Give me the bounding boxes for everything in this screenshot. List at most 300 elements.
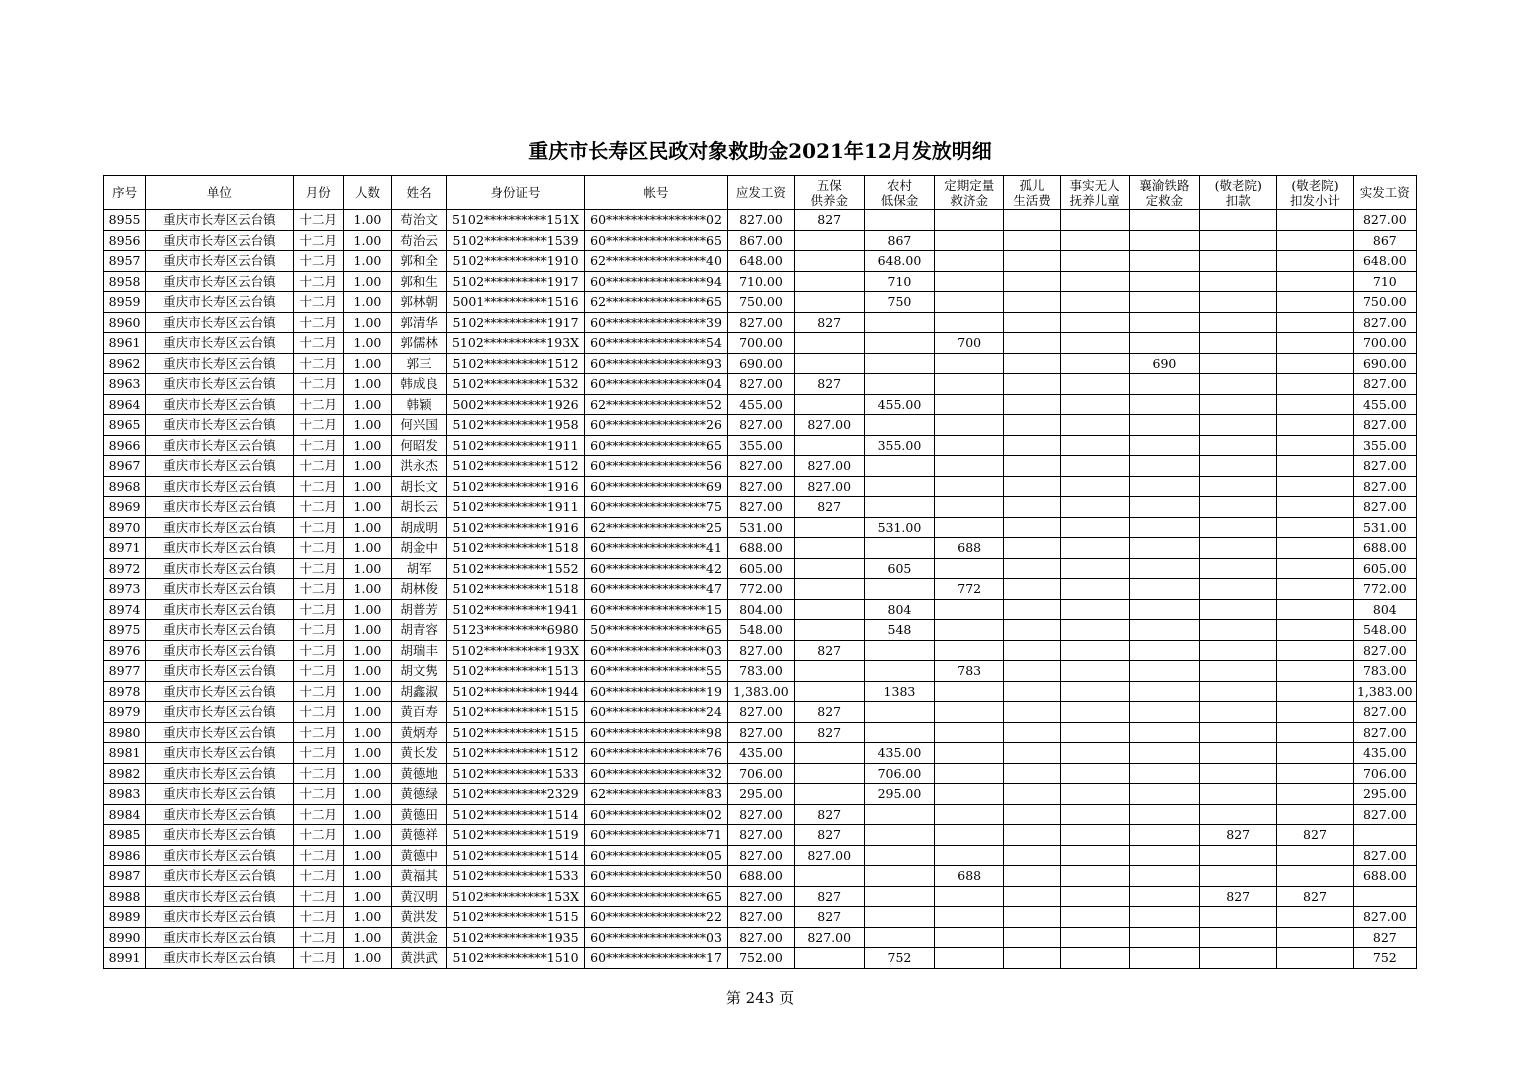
table-cell bbox=[1277, 702, 1353, 723]
table-cell: 827.00 bbox=[728, 210, 794, 231]
table-cell: 1,383.00 bbox=[728, 681, 794, 702]
table-cell bbox=[935, 312, 1004, 333]
table-cell: 郭林朝 bbox=[392, 292, 447, 313]
table-cell bbox=[1004, 825, 1060, 846]
table-cell: 455.00 bbox=[864, 394, 934, 415]
table-cell: 867 bbox=[1353, 230, 1416, 251]
table-cell: 5102**********1552 bbox=[447, 558, 585, 579]
table-cell bbox=[1004, 456, 1060, 477]
column-header: 应发工资 bbox=[728, 176, 794, 210]
table-cell bbox=[935, 599, 1004, 620]
table-cell bbox=[794, 538, 864, 559]
table-cell: 827 bbox=[794, 702, 864, 723]
table-cell: 洪永杰 bbox=[392, 456, 447, 477]
table-cell: 重庆市长寿区云台镇 bbox=[146, 845, 294, 866]
table-cell bbox=[1200, 353, 1277, 374]
table-cell bbox=[1277, 374, 1353, 395]
table-cell: 60****************17 bbox=[584, 948, 728, 969]
table-cell bbox=[1004, 374, 1060, 395]
table-row bbox=[104, 599, 1417, 620]
table-cell: 胡鑫淑 bbox=[392, 681, 447, 702]
table-cell: 十二月 bbox=[293, 210, 343, 231]
table-cell bbox=[1004, 333, 1060, 354]
table-cell: 8974 bbox=[104, 599, 146, 620]
table-cell: 胡文隽 bbox=[392, 661, 447, 682]
table-cell bbox=[935, 845, 1004, 866]
table-row bbox=[104, 230, 1417, 251]
table-cell: 867.00 bbox=[728, 230, 794, 251]
table-cell bbox=[1004, 558, 1060, 579]
table-cell: 十二月 bbox=[293, 681, 343, 702]
table-cell: 827.00 bbox=[728, 845, 794, 866]
table-cell: 60****************03 bbox=[584, 927, 728, 948]
table-cell: 783.00 bbox=[1353, 661, 1416, 682]
table-cell bbox=[1004, 271, 1060, 292]
table-cell bbox=[1060, 825, 1129, 846]
table-cell bbox=[864, 640, 934, 661]
table-cell: 5102**********1515 bbox=[447, 907, 585, 928]
table-cell: 435.00 bbox=[1353, 743, 1416, 764]
table-cell bbox=[1004, 886, 1060, 907]
table-cell: 重庆市长寿区云台镇 bbox=[146, 292, 294, 313]
table-cell bbox=[1004, 845, 1060, 866]
table-cell: 十二月 bbox=[293, 271, 343, 292]
table-cell: 548 bbox=[864, 620, 934, 641]
table-cell: 十二月 bbox=[293, 927, 343, 948]
table-cell: 827 bbox=[794, 804, 864, 825]
table-cell bbox=[1200, 292, 1277, 313]
table-cell: 60****************93 bbox=[584, 353, 728, 374]
table-cell: 8964 bbox=[104, 394, 146, 415]
table-cell: 郭清华 bbox=[392, 312, 447, 333]
table-cell: 60****************02 bbox=[584, 210, 728, 231]
table-cell bbox=[1060, 538, 1129, 559]
table-cell bbox=[864, 804, 934, 825]
table-cell: 十二月 bbox=[293, 538, 343, 559]
table-cell: 827.00 bbox=[1353, 907, 1416, 928]
table-cell: 重庆市长寿区云台镇 bbox=[146, 333, 294, 354]
table-cell bbox=[1004, 394, 1060, 415]
table-cell: 827.00 bbox=[1353, 497, 1416, 518]
table-cell bbox=[1200, 558, 1277, 579]
table-cell: 60****************54 bbox=[584, 333, 728, 354]
table-cell: 黄汉明 bbox=[392, 886, 447, 907]
table-cell bbox=[864, 374, 934, 395]
table-cell bbox=[935, 230, 1004, 251]
table-cell: 690 bbox=[1129, 353, 1199, 374]
table-cell: 60****************94 bbox=[584, 271, 728, 292]
table-cell: 827.00 bbox=[728, 886, 794, 907]
table-cell: 1.00 bbox=[343, 948, 391, 969]
table-cell bbox=[794, 394, 864, 415]
table-cell: 60****************47 bbox=[584, 579, 728, 600]
table-row bbox=[104, 763, 1417, 784]
table-cell bbox=[935, 886, 1004, 907]
table-cell: 5102**********1532 bbox=[447, 374, 585, 395]
table-cell bbox=[794, 579, 864, 600]
table-cell: 8979 bbox=[104, 702, 146, 723]
table-cell bbox=[864, 210, 934, 231]
column-header: 序号 bbox=[104, 176, 146, 210]
table-cell bbox=[1129, 640, 1199, 661]
table-cell bbox=[1200, 866, 1277, 887]
table-cell: 827.00 bbox=[1353, 845, 1416, 866]
table-cell bbox=[1004, 661, 1060, 682]
table-cell: 8975 bbox=[104, 620, 146, 641]
table-cell bbox=[1200, 476, 1277, 497]
table-cell bbox=[1060, 435, 1129, 456]
table-cell: 60****************98 bbox=[584, 722, 728, 743]
table-cell: 8980 bbox=[104, 722, 146, 743]
table-cell: 重庆市长寿区云台镇 bbox=[146, 640, 294, 661]
table-cell bbox=[1060, 702, 1129, 723]
table-cell bbox=[1277, 558, 1353, 579]
table-cell bbox=[1129, 886, 1199, 907]
table-cell: 60****************50 bbox=[584, 866, 728, 887]
table-cell: 十二月 bbox=[293, 353, 343, 374]
table-cell: 重庆市长寿区云台镇 bbox=[146, 251, 294, 272]
table-cell bbox=[1200, 661, 1277, 682]
table-cell bbox=[1200, 517, 1277, 538]
table-cell: 827.00 bbox=[794, 845, 864, 866]
table-row bbox=[104, 374, 1417, 395]
table-cell: 8971 bbox=[104, 538, 146, 559]
table-cell bbox=[1129, 312, 1199, 333]
table-cell: 8959 bbox=[104, 292, 146, 313]
table-cell: 827.00 bbox=[728, 825, 794, 846]
table-cell bbox=[935, 517, 1004, 538]
table-cell bbox=[1060, 292, 1129, 313]
table-row bbox=[104, 845, 1417, 866]
table-cell: 827.00 bbox=[1353, 374, 1416, 395]
table-cell: 1.00 bbox=[343, 763, 391, 784]
table-cell bbox=[1277, 333, 1353, 354]
table-cell: 827.00 bbox=[728, 722, 794, 743]
table-cell bbox=[1277, 804, 1353, 825]
relief-fund-table bbox=[103, 175, 1417, 969]
table-cell: 重庆市长寿区云台镇 bbox=[146, 743, 294, 764]
table-cell: 5102**********1518 bbox=[447, 579, 585, 600]
table-cell bbox=[794, 763, 864, 784]
table-cell: 黄德地 bbox=[392, 763, 447, 784]
table-cell: 531.00 bbox=[1353, 517, 1416, 538]
table-cell: 827 bbox=[1200, 886, 1277, 907]
table-cell: 1.00 bbox=[343, 927, 391, 948]
table-cell: 1.00 bbox=[343, 743, 391, 764]
table-cell: 60****************76 bbox=[584, 743, 728, 764]
table-cell bbox=[1060, 722, 1129, 743]
table-cell: 1.00 bbox=[343, 415, 391, 436]
table-cell: 8958 bbox=[104, 271, 146, 292]
table-cell bbox=[1277, 722, 1353, 743]
table-cell: 1383 bbox=[864, 681, 934, 702]
table-cell bbox=[1060, 681, 1129, 702]
table-cell: 十二月 bbox=[293, 456, 343, 477]
table-cell: 重庆市长寿区云台镇 bbox=[146, 599, 294, 620]
table-row bbox=[104, 538, 1417, 559]
table-cell: 1.00 bbox=[343, 825, 391, 846]
table-cell bbox=[935, 743, 1004, 764]
table-cell bbox=[935, 558, 1004, 579]
table-cell: 5102**********1539 bbox=[447, 230, 585, 251]
table-cell: 5102**********1510 bbox=[447, 948, 585, 969]
table-row bbox=[104, 804, 1417, 825]
table-cell: 1.00 bbox=[343, 374, 391, 395]
table-cell bbox=[864, 579, 934, 600]
table-cell bbox=[1200, 927, 1277, 948]
table-cell: 8955 bbox=[104, 210, 146, 231]
table-cell bbox=[1200, 415, 1277, 436]
column-header: 孤儿 生活费 bbox=[1004, 176, 1060, 210]
table-cell bbox=[794, 435, 864, 456]
table-cell bbox=[935, 907, 1004, 928]
table-cell: 重庆市长寿区云台镇 bbox=[146, 558, 294, 579]
table-cell: 1.00 bbox=[343, 394, 391, 415]
table-cell bbox=[1004, 312, 1060, 333]
table-row bbox=[104, 558, 1417, 579]
table-cell: 十二月 bbox=[293, 435, 343, 456]
table-cell: 5102**********1911 bbox=[447, 435, 585, 456]
table-cell: 8976 bbox=[104, 640, 146, 661]
table-cell: 黄洪金 bbox=[392, 927, 447, 948]
table-cell: 1.00 bbox=[343, 497, 391, 518]
table-cell bbox=[794, 251, 864, 272]
table-cell: 十二月 bbox=[293, 579, 343, 600]
table-cell: 772.00 bbox=[1353, 579, 1416, 600]
table-cell bbox=[1129, 763, 1199, 784]
table-cell bbox=[1004, 763, 1060, 784]
table-cell: 1.00 bbox=[343, 292, 391, 313]
table-cell bbox=[1129, 845, 1199, 866]
table-cell: 752 bbox=[1353, 948, 1416, 969]
table-cell: 十二月 bbox=[293, 866, 343, 887]
table-cell: 黄德绿 bbox=[392, 784, 447, 805]
table-cell: 804 bbox=[864, 599, 934, 620]
table-cell: 8978 bbox=[104, 681, 146, 702]
table-cell: 1.00 bbox=[343, 435, 391, 456]
table-cell bbox=[1277, 230, 1353, 251]
table-cell bbox=[864, 886, 934, 907]
table-cell bbox=[1060, 353, 1129, 374]
table-cell: 何昭发 bbox=[392, 435, 447, 456]
table-cell bbox=[1060, 620, 1129, 641]
column-header: 人数 bbox=[343, 176, 391, 210]
table-cell bbox=[1004, 866, 1060, 887]
table-cell bbox=[1060, 845, 1129, 866]
table-cell: 8988 bbox=[104, 886, 146, 907]
table-cell bbox=[1129, 784, 1199, 805]
table-cell bbox=[794, 948, 864, 969]
table-cell bbox=[1200, 743, 1277, 764]
table-cell bbox=[794, 661, 864, 682]
table-row bbox=[104, 620, 1417, 641]
table-cell: 827.00 bbox=[728, 312, 794, 333]
table-cell bbox=[1060, 333, 1129, 354]
table-cell bbox=[1060, 579, 1129, 600]
table-cell: 重庆市长寿区云台镇 bbox=[146, 210, 294, 231]
table-cell: 胡青容 bbox=[392, 620, 447, 641]
table-row bbox=[104, 415, 1417, 436]
table-cell: 1.00 bbox=[343, 866, 391, 887]
table-cell bbox=[1129, 497, 1199, 518]
table-cell: 5102**********1512 bbox=[447, 353, 585, 374]
column-header: 姓名 bbox=[392, 176, 447, 210]
table-cell: 重庆市长寿区云台镇 bbox=[146, 784, 294, 805]
table-cell: 1.00 bbox=[343, 804, 391, 825]
table-cell: 827.00 bbox=[1353, 640, 1416, 661]
table-cell: 重庆市长寿区云台镇 bbox=[146, 394, 294, 415]
table-row bbox=[104, 394, 1417, 415]
table-cell: 重庆市长寿区云台镇 bbox=[146, 804, 294, 825]
table-cell bbox=[1060, 456, 1129, 477]
table-cell: 5102**********153X bbox=[447, 886, 585, 907]
table-cell: 十二月 bbox=[293, 640, 343, 661]
table-cell bbox=[1277, 435, 1353, 456]
table-cell: 772.00 bbox=[728, 579, 794, 600]
table-cell bbox=[864, 661, 934, 682]
table-cell bbox=[935, 374, 1004, 395]
table-cell: 5102**********1935 bbox=[447, 927, 585, 948]
table-row bbox=[104, 743, 1417, 764]
table-cell: 827 bbox=[794, 374, 864, 395]
table-cell: 5102**********1941 bbox=[447, 599, 585, 620]
table-cell bbox=[1129, 292, 1199, 313]
table-cell: 60****************03 bbox=[584, 640, 728, 661]
table-cell: 690.00 bbox=[1353, 353, 1416, 374]
table-cell: 827 bbox=[794, 497, 864, 518]
table-cell bbox=[1060, 497, 1129, 518]
table-cell: 783 bbox=[935, 661, 1004, 682]
table-cell: 十二月 bbox=[293, 886, 343, 907]
table-cell bbox=[1277, 784, 1353, 805]
table-cell bbox=[1004, 681, 1060, 702]
table-cell: 黄福其 bbox=[392, 866, 447, 887]
table-cell bbox=[1277, 640, 1353, 661]
table-cell bbox=[1004, 210, 1060, 231]
table-cell bbox=[935, 353, 1004, 374]
table-cell: 1.00 bbox=[343, 353, 391, 374]
table-cell: 重庆市长寿区云台镇 bbox=[146, 230, 294, 251]
table-cell: 8984 bbox=[104, 804, 146, 825]
table-cell bbox=[1129, 517, 1199, 538]
table-cell: 295.00 bbox=[1353, 784, 1416, 805]
table-cell bbox=[864, 353, 934, 374]
table-cell bbox=[1004, 804, 1060, 825]
table-cell: 752 bbox=[864, 948, 934, 969]
table-cell: 752.00 bbox=[728, 948, 794, 969]
table-cell bbox=[1129, 415, 1199, 436]
table-cell bbox=[1200, 722, 1277, 743]
table-row bbox=[104, 579, 1417, 600]
table-cell: 5102**********151X bbox=[447, 210, 585, 231]
table-cell: 5102**********1512 bbox=[447, 743, 585, 764]
table-row bbox=[104, 456, 1417, 477]
table-cell: 十二月 bbox=[293, 722, 343, 743]
table-cell: 5102**********1519 bbox=[447, 825, 585, 846]
table-cell bbox=[864, 497, 934, 518]
table-cell bbox=[935, 640, 1004, 661]
table-cell: 605.00 bbox=[1353, 558, 1416, 579]
table-cell: 62****************52 bbox=[584, 394, 728, 415]
column-header: (敬老院) 扣发小计 bbox=[1277, 176, 1353, 210]
table-cell bbox=[1060, 743, 1129, 764]
table-cell: 827.00 bbox=[1353, 722, 1416, 743]
table-cell bbox=[794, 271, 864, 292]
table-cell: 胡瑞丰 bbox=[392, 640, 447, 661]
table-cell: 5102**********1917 bbox=[447, 312, 585, 333]
table-cell: 5102**********2329 bbox=[447, 784, 585, 805]
table-cell: 韩成良 bbox=[392, 374, 447, 395]
table-cell: 十二月 bbox=[293, 907, 343, 928]
table-row bbox=[104, 333, 1417, 354]
table-cell: 750.00 bbox=[728, 292, 794, 313]
table-cell bbox=[1129, 599, 1199, 620]
table-cell: 1.00 bbox=[343, 579, 391, 600]
table-cell: 1,383.00 bbox=[1353, 681, 1416, 702]
table-cell: 十二月 bbox=[293, 845, 343, 866]
table-cell: 5102**********1911 bbox=[447, 497, 585, 518]
table-cell bbox=[1277, 476, 1353, 497]
table-cell: 韩颖 bbox=[392, 394, 447, 415]
table-cell bbox=[1060, 866, 1129, 887]
table-cell: 郭和生 bbox=[392, 271, 447, 292]
table-cell bbox=[1129, 558, 1199, 579]
table-cell: 827.00 bbox=[728, 374, 794, 395]
table-cell: 十二月 bbox=[293, 497, 343, 518]
column-header: 定期定量 救济金 bbox=[935, 176, 1004, 210]
table-cell: 郭三 bbox=[392, 353, 447, 374]
column-header: 实发工资 bbox=[1353, 176, 1416, 210]
table-cell bbox=[1200, 681, 1277, 702]
table-cell: 827.00 bbox=[728, 907, 794, 928]
table-cell: 8963 bbox=[104, 374, 146, 395]
table-cell bbox=[935, 292, 1004, 313]
table-cell bbox=[864, 538, 934, 559]
table-cell: 60****************32 bbox=[584, 763, 728, 784]
table-cell bbox=[1200, 251, 1277, 272]
table-cell bbox=[1060, 517, 1129, 538]
table-cell: 827.00 bbox=[1353, 415, 1416, 436]
table-cell: 60****************75 bbox=[584, 497, 728, 518]
table-cell bbox=[1060, 415, 1129, 436]
table-cell: 重庆市长寿区云台镇 bbox=[146, 681, 294, 702]
table-cell: 苟治文 bbox=[392, 210, 447, 231]
table-cell: 60****************15 bbox=[584, 599, 728, 620]
table-cell bbox=[794, 230, 864, 251]
table-cell: 重庆市长寿区云台镇 bbox=[146, 579, 294, 600]
table-cell: 8981 bbox=[104, 743, 146, 764]
table-cell: 455.00 bbox=[1353, 394, 1416, 415]
table-cell bbox=[935, 702, 1004, 723]
column-header: 农村 低保金 bbox=[864, 176, 934, 210]
table-cell: 重庆市长寿区云台镇 bbox=[146, 620, 294, 641]
table-cell bbox=[1060, 927, 1129, 948]
table-cell: 重庆市长寿区云台镇 bbox=[146, 866, 294, 887]
table-cell: 5102**********1910 bbox=[447, 251, 585, 272]
table-cell bbox=[935, 271, 1004, 292]
table-cell bbox=[1277, 251, 1353, 272]
table-cell: 苟治云 bbox=[392, 230, 447, 251]
table-row bbox=[104, 271, 1417, 292]
table-row bbox=[104, 825, 1417, 846]
table-cell: 重庆市长寿区云台镇 bbox=[146, 312, 294, 333]
table-cell bbox=[1200, 907, 1277, 928]
table-cell: 827 bbox=[794, 722, 864, 743]
table-cell bbox=[1200, 948, 1277, 969]
table-cell: 8982 bbox=[104, 763, 146, 784]
table-cell: 5102**********1916 bbox=[447, 517, 585, 538]
table-cell: 8965 bbox=[104, 415, 146, 436]
